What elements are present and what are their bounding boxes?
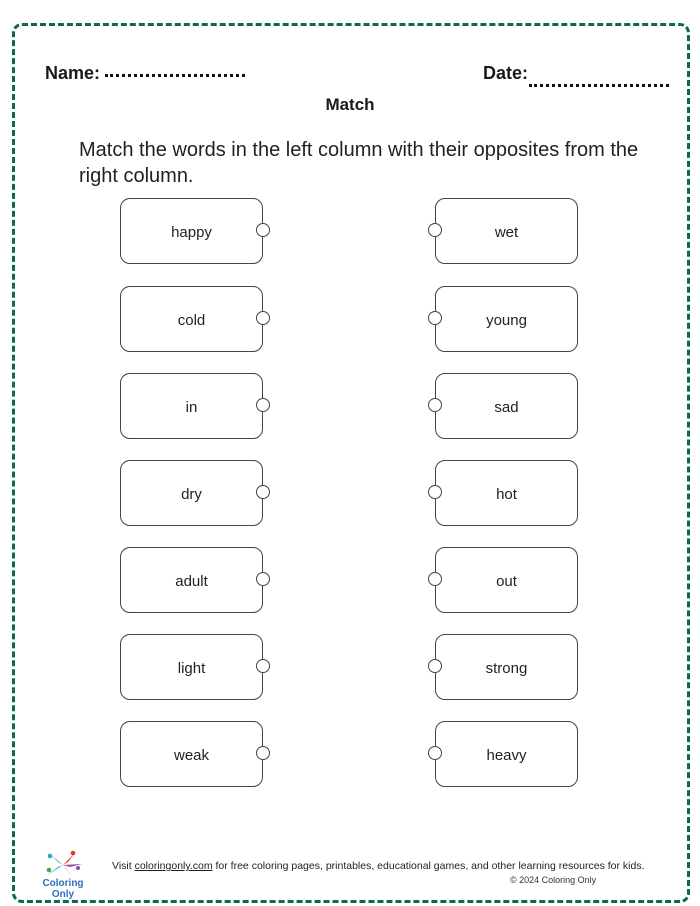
connector-dot[interactable] xyxy=(428,746,442,760)
left-word-card[interactable] xyxy=(120,634,263,700)
connector-dot[interactable] xyxy=(256,223,270,237)
right-word: hot xyxy=(496,485,517,503)
connector-dot[interactable] xyxy=(256,746,270,760)
instructions-text: Match the words in the left column with their opposites from the right column. xyxy=(79,139,639,187)
left-word: light xyxy=(177,659,206,677)
right-word: strong xyxy=(485,659,528,677)
right-word: sad xyxy=(494,398,519,416)
coloring-only-logo[interactable] xyxy=(30,850,96,900)
connector-dot[interactable] xyxy=(428,485,442,499)
left-word: happy xyxy=(171,223,212,241)
connector-dot[interactable] xyxy=(256,311,270,325)
right-word-card[interactable] xyxy=(435,286,578,352)
left-word-card[interactable] xyxy=(120,547,263,613)
left-word-card[interactable] xyxy=(120,286,263,352)
left-word-card[interactable] xyxy=(120,721,263,787)
connector-dot[interactable] xyxy=(256,659,270,673)
connector-dot[interactable] xyxy=(256,398,270,412)
left-word: weak xyxy=(173,746,210,764)
right-word-card[interactable] xyxy=(435,721,578,787)
right-word: wet xyxy=(494,223,519,241)
name-label: Name: xyxy=(45,63,101,83)
date-field-line[interactable] xyxy=(529,84,669,87)
left-word: in xyxy=(185,398,198,416)
name-field-line[interactable] xyxy=(105,74,245,77)
left-word: cold xyxy=(177,311,206,329)
left-word-card[interactable] xyxy=(120,460,263,526)
connector-dot[interactable] xyxy=(428,398,442,412)
copyright-text: © 2024 Coloring Only xyxy=(510,875,597,885)
left-word: adult xyxy=(175,572,208,590)
connector-dot[interactable] xyxy=(256,485,270,499)
connector-dot[interactable] xyxy=(256,572,270,586)
logo-text: Coloring Only xyxy=(42,878,84,900)
left-word-card[interactable] xyxy=(120,198,263,264)
footer-visit-suffix: for free coloring pages, printables, educational games, and other learning resources for kids. xyxy=(212,860,645,872)
left-word-card[interactable] xyxy=(120,373,263,439)
right-word-card[interactable] xyxy=(435,198,578,264)
left-word: dry xyxy=(181,485,202,503)
right-word: out xyxy=(496,572,517,590)
connector-dot[interactable] xyxy=(428,659,442,673)
right-word: heavy xyxy=(486,746,527,764)
right-word-card[interactable] xyxy=(435,373,578,439)
right-word-card[interactable] xyxy=(435,460,578,526)
date-label: Date: xyxy=(483,63,529,83)
connector-dot[interactable] xyxy=(428,311,442,325)
coloringonly-link[interactable]: coloringonly.com xyxy=(134,860,213,872)
footer-visit-prefix: Visit xyxy=(112,860,135,872)
right-word-card[interactable] xyxy=(435,547,578,613)
right-word: young xyxy=(486,311,527,329)
page-title: Match xyxy=(325,95,375,114)
connector-dot[interactable] xyxy=(428,223,442,237)
right-word-card[interactable] xyxy=(435,634,578,700)
star-people-logo-icon xyxy=(30,850,96,880)
footer-text xyxy=(112,858,652,874)
connector-dot[interactable] xyxy=(428,572,442,586)
